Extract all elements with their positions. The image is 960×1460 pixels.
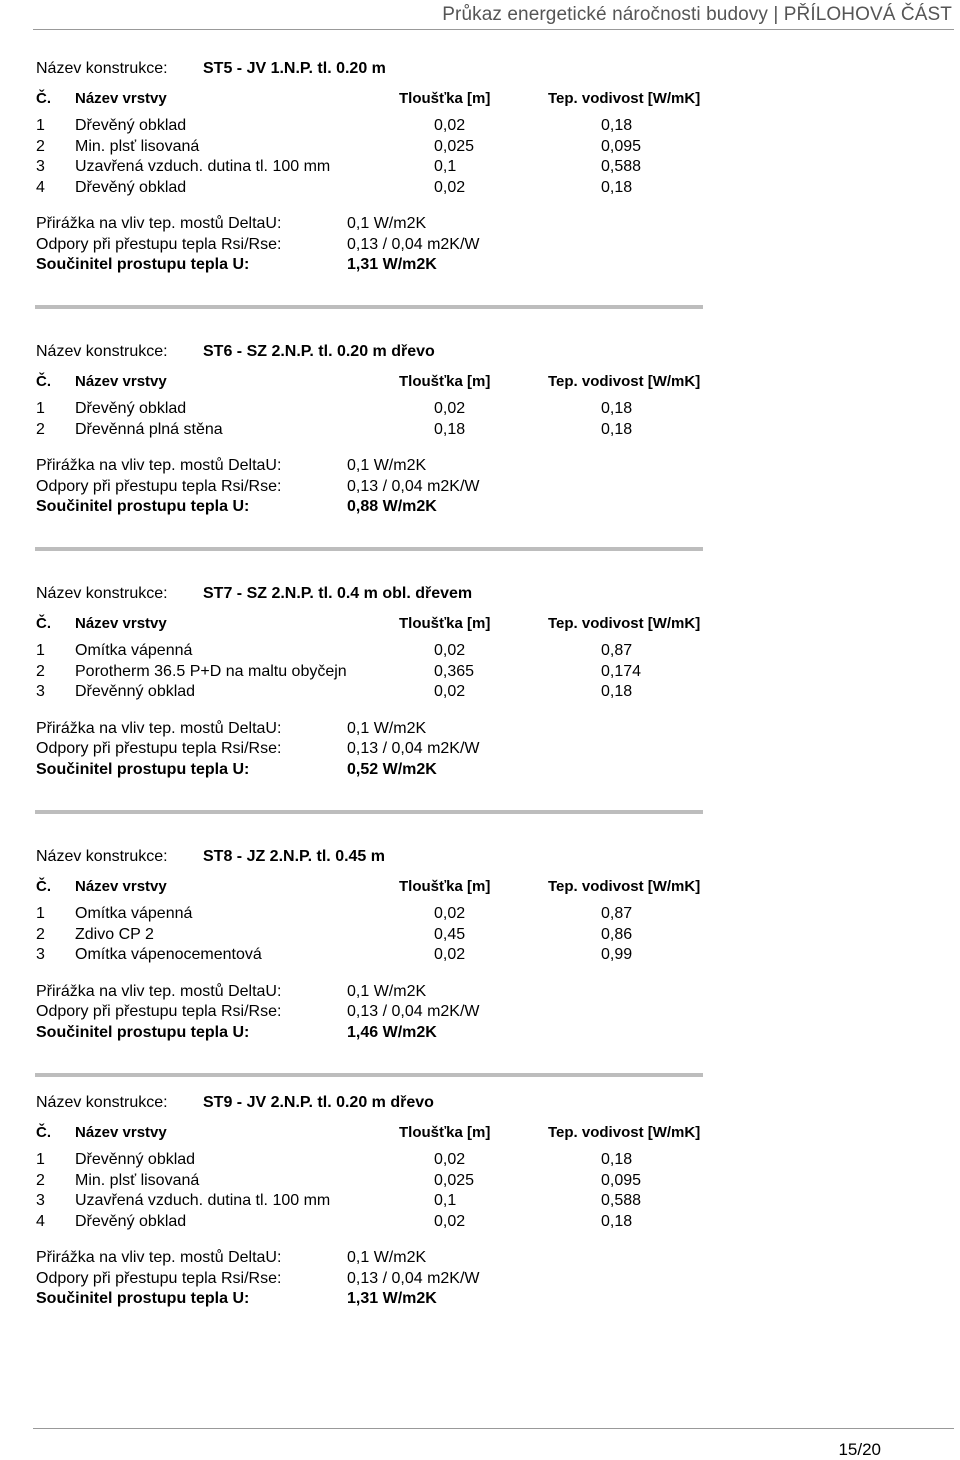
layer-thickness: 0,45 <box>434 925 466 943</box>
section-divider <box>35 305 703 309</box>
layer-conductivity: 0,095 <box>601 137 642 155</box>
layer-conductivity: 0,87 <box>601 905 633 922</box>
layer-number: 3 <box>36 946 45 963</box>
u-value: 1,31 W/m2K <box>347 1290 437 1307</box>
construction-label: Název konstrukce: <box>36 585 168 602</box>
layer-number: 2 <box>36 137 45 155</box>
layer-number: 2 <box>36 1171 45 1189</box>
section-divider <box>35 547 703 551</box>
resistance-value: 0,13 / 0,04 m2K/W <box>347 477 480 495</box>
layer-name: Dřevěnný obklad <box>75 1151 196 1168</box>
layer-name: Zdivo CP 2 <box>75 925 154 943</box>
layer-conductivity: 0,588 <box>601 1192 642 1209</box>
layer-number: 2 <box>36 662 45 680</box>
layer-number: 2 <box>36 925 45 943</box>
layer-number: 1 <box>36 400 45 417</box>
column-header-conductivity: Tep. vodivost [W/mK] <box>548 373 701 390</box>
resistance-label: Odpory při přestupu tepla Rsi/Rse: <box>36 235 282 253</box>
construction-name: ST7 - SZ 2.N.P. tl. 0.4 m obl. dřevem <box>203 585 473 602</box>
layer-number: 3 <box>36 1192 45 1209</box>
layer-name: Dřevěný obklad <box>75 1212 187 1230</box>
layer-thickness: 0,18 <box>434 420 466 438</box>
layer-conductivity: 0,18 <box>601 420 633 438</box>
column-header-number: Č. <box>36 615 51 632</box>
layer-name: Dřevěnný obklad <box>75 683 196 700</box>
document-header-title: Průkaz energetické náročnosti budovy | PŘÍLOHOVÁ ČÁST <box>442 4 952 25</box>
resistance-label: Odpory při přestupu tepla Rsi/Rse: <box>36 740 282 757</box>
layer-conductivity: 0,99 <box>601 946 633 963</box>
page-number: 15/20 <box>838 1440 881 1459</box>
layer-number: 1 <box>36 905 45 922</box>
u-value: 1,46 W/m2K <box>347 1023 437 1041</box>
construction-section <box>36 59 716 279</box>
column-header-number: Č. <box>36 878 51 895</box>
resistance-value: 0,13 / 0,04 m2K/W <box>347 1269 480 1287</box>
resistance-value: 0,13 / 0,04 m2K/W <box>347 235 480 253</box>
bridge-label: Přirážka na vliv tep. mostů DeltaU: <box>36 982 282 1000</box>
column-header-layer: Název vrstvy <box>75 878 167 895</box>
column-header-thickness: Tloušťka [m] <box>399 878 491 895</box>
layer-thickness: 0,025 <box>434 1171 475 1189</box>
layer-number: 4 <box>36 1212 45 1230</box>
layer-thickness: 0,02 <box>434 946 466 963</box>
layer-name: Dřevěný obklad <box>75 117 187 134</box>
layer-thickness: 0,02 <box>434 905 466 922</box>
bridge-label: Přirážka na vliv tep. mostů DeltaU: <box>36 457 282 474</box>
bridge-value: 0,1 W/m2K <box>347 1249 427 1266</box>
footer-divider <box>33 1428 954 1429</box>
construction-label: Název konstrukce: <box>36 1094 168 1111</box>
layer-number: 1 <box>36 642 45 659</box>
layer-number: 3 <box>36 683 45 700</box>
header-divider <box>33 29 954 30</box>
u-value: 0,88 W/m2K <box>347 498 437 515</box>
construction-label: Název konstrukce: <box>36 60 168 77</box>
bridge-value: 0,1 W/m2K <box>347 719 427 737</box>
construction-label: Název konstrukce: <box>36 848 168 865</box>
bridge-label: Přirážka na vliv tep. mostů DeltaU: <box>36 1249 282 1266</box>
column-header-thickness: Tloušťka [m] <box>399 615 491 632</box>
layer-conductivity: 0,87 <box>601 642 633 659</box>
layer-conductivity: 0,174 <box>601 662 642 680</box>
column-header-conductivity: Tep. vodivost [W/mK] <box>548 1124 701 1141</box>
construction-section <box>36 342 716 562</box>
layer-conductivity: 0,588 <box>601 158 642 175</box>
construction-name: ST8 - JZ 2.N.P. tl. 0.45 m <box>203 848 385 865</box>
u-value-label: Součinitel prostupu tepla U: <box>36 1023 250 1041</box>
construction-section <box>36 1093 716 1313</box>
layer-thickness: 0,02 <box>434 1151 466 1168</box>
bridge-label: Přirážka na vliv tep. mostů DeltaU: <box>36 215 282 232</box>
column-header-thickness: Tloušťka [m] <box>399 90 491 107</box>
u-value-label: Součinitel prostupu tepla U: <box>36 498 250 515</box>
layer-thickness: 0,02 <box>434 1212 466 1230</box>
column-header-layer: Název vrstvy <box>75 615 167 632</box>
column-header-conductivity: Tep. vodivost [W/mK] <box>548 90 701 107</box>
layer-number: 1 <box>36 1151 45 1168</box>
column-header-number: Č. <box>36 1124 51 1141</box>
column-header-number: Č. <box>36 373 51 390</box>
layer-conductivity: 0,095 <box>601 1171 642 1189</box>
layer-thickness: 0,02 <box>434 400 466 417</box>
bridge-value: 0,1 W/m2K <box>347 457 427 474</box>
layer-conductivity: 0,18 <box>601 117 633 134</box>
layer-conductivity: 0,18 <box>601 178 633 196</box>
layer-conductivity: 0,18 <box>601 1151 633 1168</box>
layer-number: 1 <box>36 117 45 134</box>
resistance-value: 0,13 / 0,04 m2K/W <box>347 1003 480 1020</box>
u-value-label: Součinitel prostupu tepla U: <box>36 1290 250 1307</box>
u-value-label: Součinitel prostupu tepla U: <box>36 256 250 273</box>
u-value: 1,31 W/m2K <box>347 256 437 273</box>
construction-section <box>36 584 716 804</box>
construction-section <box>36 847 716 1067</box>
layer-thickness: 0,365 <box>434 662 475 680</box>
layer-name: Dřevěný obklad <box>75 178 187 196</box>
layer-name: Omítka vápenocementová <box>75 946 262 963</box>
layer-number: 3 <box>36 158 45 175</box>
layer-name: Uzavřená vzduch. dutina tl. 100 mm <box>75 1192 331 1209</box>
column-header-conductivity: Tep. vodivost [W/mK] <box>548 878 701 895</box>
construction-name: ST5 - JV 1.N.P. tl. 0.20 m <box>203 60 386 77</box>
u-value: 0,52 W/m2K <box>347 760 437 778</box>
layer-conductivity: 0,18 <box>601 683 633 700</box>
resistance-label: Odpory při přestupu tepla Rsi/Rse: <box>36 1269 282 1287</box>
layer-thickness: 0,1 <box>434 158 457 175</box>
resistance-label: Odpory při přestupu tepla Rsi/Rse: <box>36 1003 282 1020</box>
layer-thickness: 0,1 <box>434 1192 457 1209</box>
resistance-label: Odpory při přestupu tepla Rsi/Rse: <box>36 477 282 495</box>
construction-name: ST6 - SZ 2.N.P. tl. 0.20 m dřevo <box>203 343 435 360</box>
construction-label: Název konstrukce: <box>36 343 168 360</box>
layer-name: Porotherm 36.5 P+D na maltu obyčejn <box>75 662 347 680</box>
resistance-value: 0,13 / 0,04 m2K/W <box>347 740 480 757</box>
layer-thickness: 0,02 <box>434 642 466 659</box>
layer-name: Omítka vápenná <box>75 905 193 922</box>
bridge-value: 0,1 W/m2K <box>347 982 427 1000</box>
column-header-layer: Název vrstvy <box>75 90 167 107</box>
layer-number: 2 <box>36 420 45 438</box>
u-value-label: Součinitel prostupu tepla U: <box>36 760 250 778</box>
layer-conductivity: 0,18 <box>601 1212 633 1230</box>
column-header-number: Č. <box>36 90 51 107</box>
construction-name: ST9 - JV 2.N.P. tl. 0.20 m dřevo <box>203 1094 434 1111</box>
column-header-layer: Název vrstvy <box>75 373 167 390</box>
layer-name: Min. plsť lisovaná <box>75 137 200 155</box>
layer-name: Dřevěný obklad <box>75 400 187 417</box>
column-header-conductivity: Tep. vodivost [W/mK] <box>548 615 701 632</box>
layer-thickness: 0,02 <box>434 117 466 134</box>
layer-number: 4 <box>36 178 45 196</box>
layer-name: Min. plsť lisovaná <box>75 1171 200 1189</box>
layer-thickness: 0,025 <box>434 137 475 155</box>
layer-thickness: 0,02 <box>434 178 466 196</box>
column-header-thickness: Tloušťka [m] <box>399 1124 491 1141</box>
layer-conductivity: 0,86 <box>601 925 633 943</box>
bridge-value: 0,1 W/m2K <box>347 215 427 232</box>
layer-conductivity: 0,18 <box>601 400 633 417</box>
layer-name: Uzavřená vzduch. dutina tl. 100 mm <box>75 158 331 175</box>
layer-name: Omítka vápenná <box>75 642 193 659</box>
layer-thickness: 0,02 <box>434 683 466 700</box>
layer-name: Dřevěnná plná stěna <box>75 420 223 438</box>
section-divider <box>35 1073 703 1077</box>
bridge-label: Přirážka na vliv tep. mostů DeltaU: <box>36 719 282 737</box>
column-header-thickness: Tloušťka [m] <box>399 373 491 390</box>
column-header-layer: Název vrstvy <box>75 1124 167 1141</box>
section-divider <box>35 810 703 814</box>
